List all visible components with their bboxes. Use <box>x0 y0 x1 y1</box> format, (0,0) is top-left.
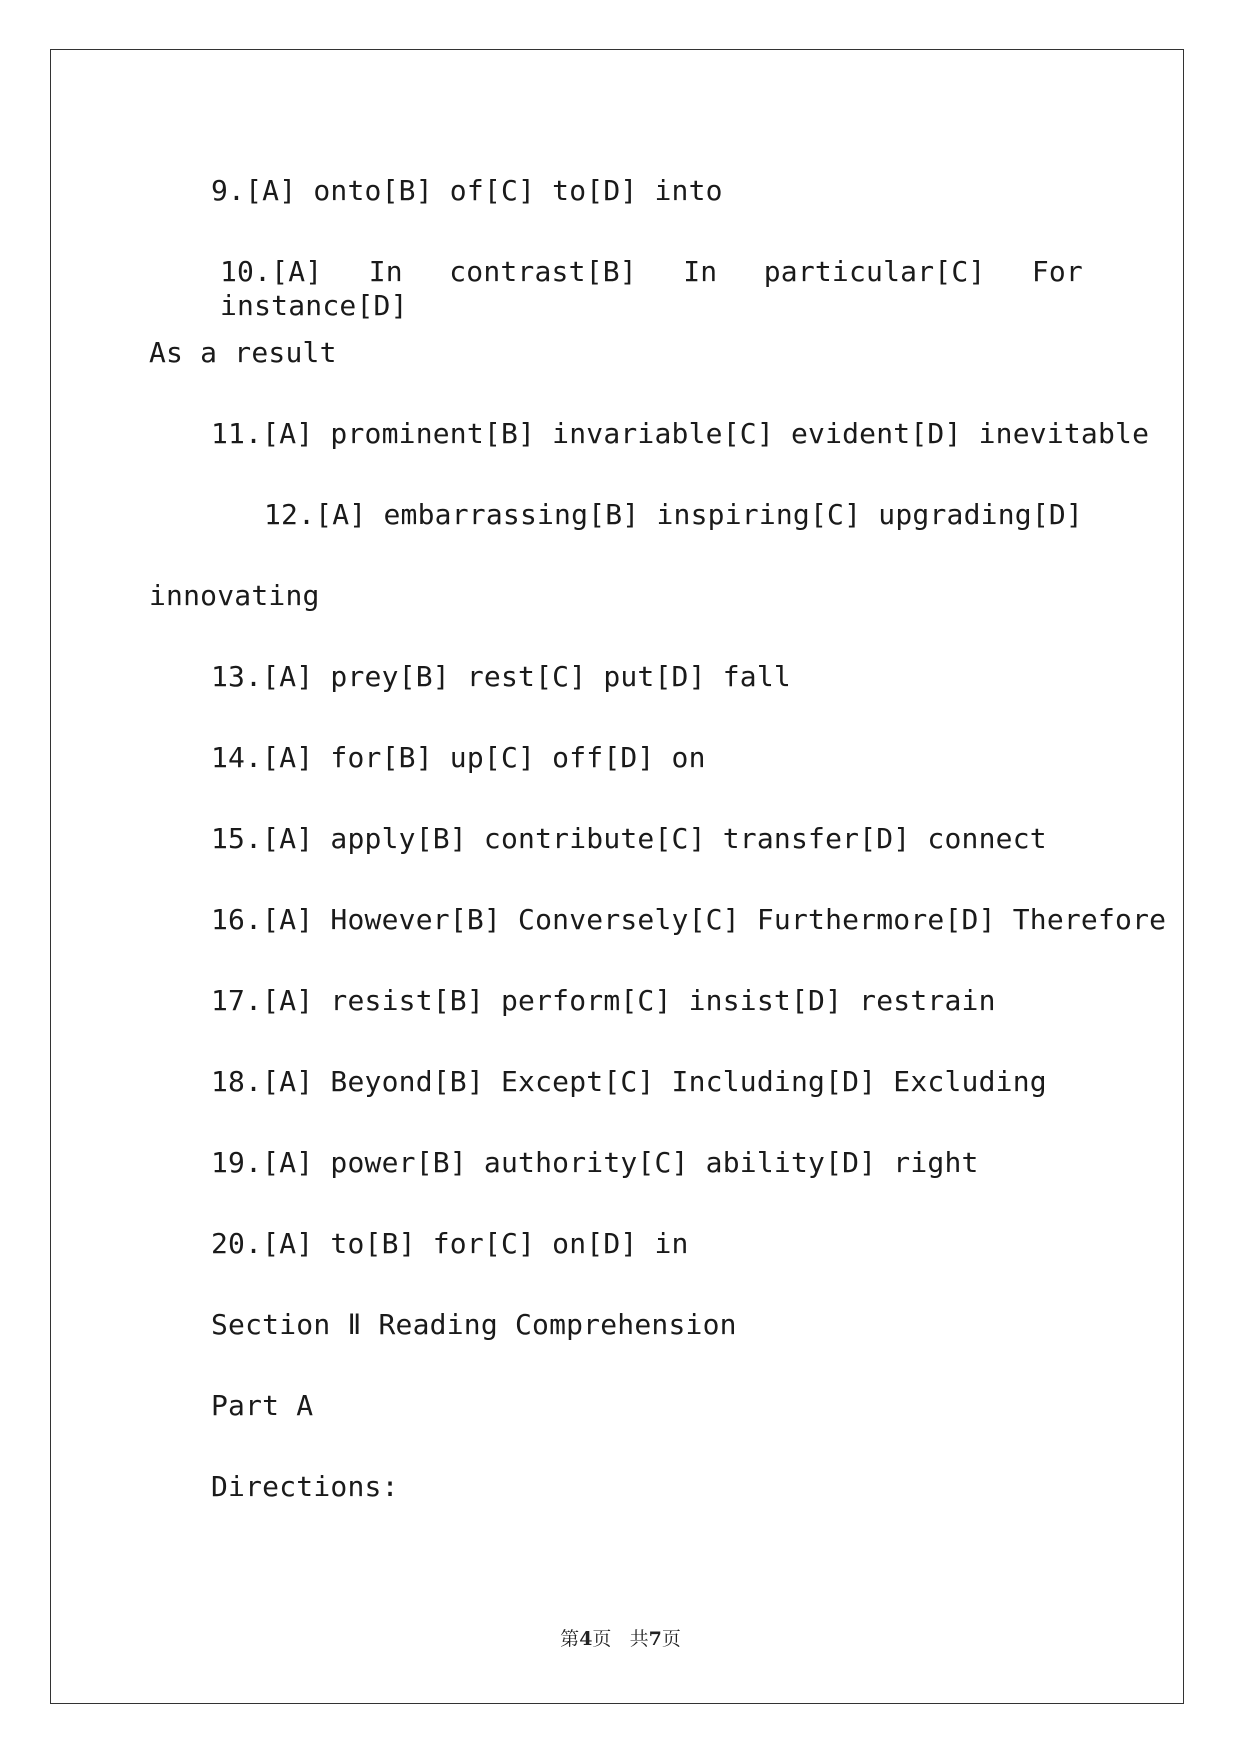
question-12-line-1: 12.[A] embarrassing[B] inspiring[C] upgrading[D] <box>264 498 1083 531</box>
footer-total-unit: 页 <box>661 1628 681 1650</box>
question-10-line-1: 10.[A] In contrast[B] In particular[C] For instance[D] <box>220 255 1083 322</box>
part-heading: Part A <box>211 1389 314 1422</box>
question-12-line-2: innovating <box>149 579 320 612</box>
question-18: 18.[A] Beyond[B] Except[C] Including[D] Excluding <box>211 1065 1047 1098</box>
footer-page-unit: 页 <box>592 1628 612 1650</box>
footer-page-number: 4 <box>579 1628 593 1650</box>
question-15: 15.[A] apply[B] contribute[C] transfer[D] connect <box>211 822 1047 855</box>
page-footer <box>0 1624 1241 1651</box>
footer-prefix: 第 <box>560 1628 580 1650</box>
question-16: 16.[A] However[B] Conversely[C] Furthermore[D] Therefore <box>211 903 1167 936</box>
footer-total-pages: 7 <box>648 1628 662 1650</box>
footer-total-prefix: 共 <box>629 1628 649 1650</box>
directions-label: Directions: <box>211 1470 399 1503</box>
section-heading: Section Ⅱ Reading Comprehension <box>211 1308 737 1341</box>
question-9: 9.[A] onto[B] of[C] to[D] into <box>211 174 723 207</box>
question-13: 13.[A] prey[B] rest[C] put[D] fall <box>211 660 791 693</box>
question-14: 14.[A] for[B] up[C] off[D] on <box>211 741 706 774</box>
question-17: 17.[A] resist[B] perform[C] insist[D] restrain <box>211 984 996 1017</box>
question-19: 19.[A] power[B] authority[C] ability[D] right <box>211 1146 979 1179</box>
question-20: 20.[A] to[B] for[C] on[D] in <box>211 1227 689 1260</box>
question-10-line-2: As a result <box>149 336 337 369</box>
question-11: 11.[A] prominent[B] invariable[C] evident[D] inevitable <box>211 417 1150 450</box>
